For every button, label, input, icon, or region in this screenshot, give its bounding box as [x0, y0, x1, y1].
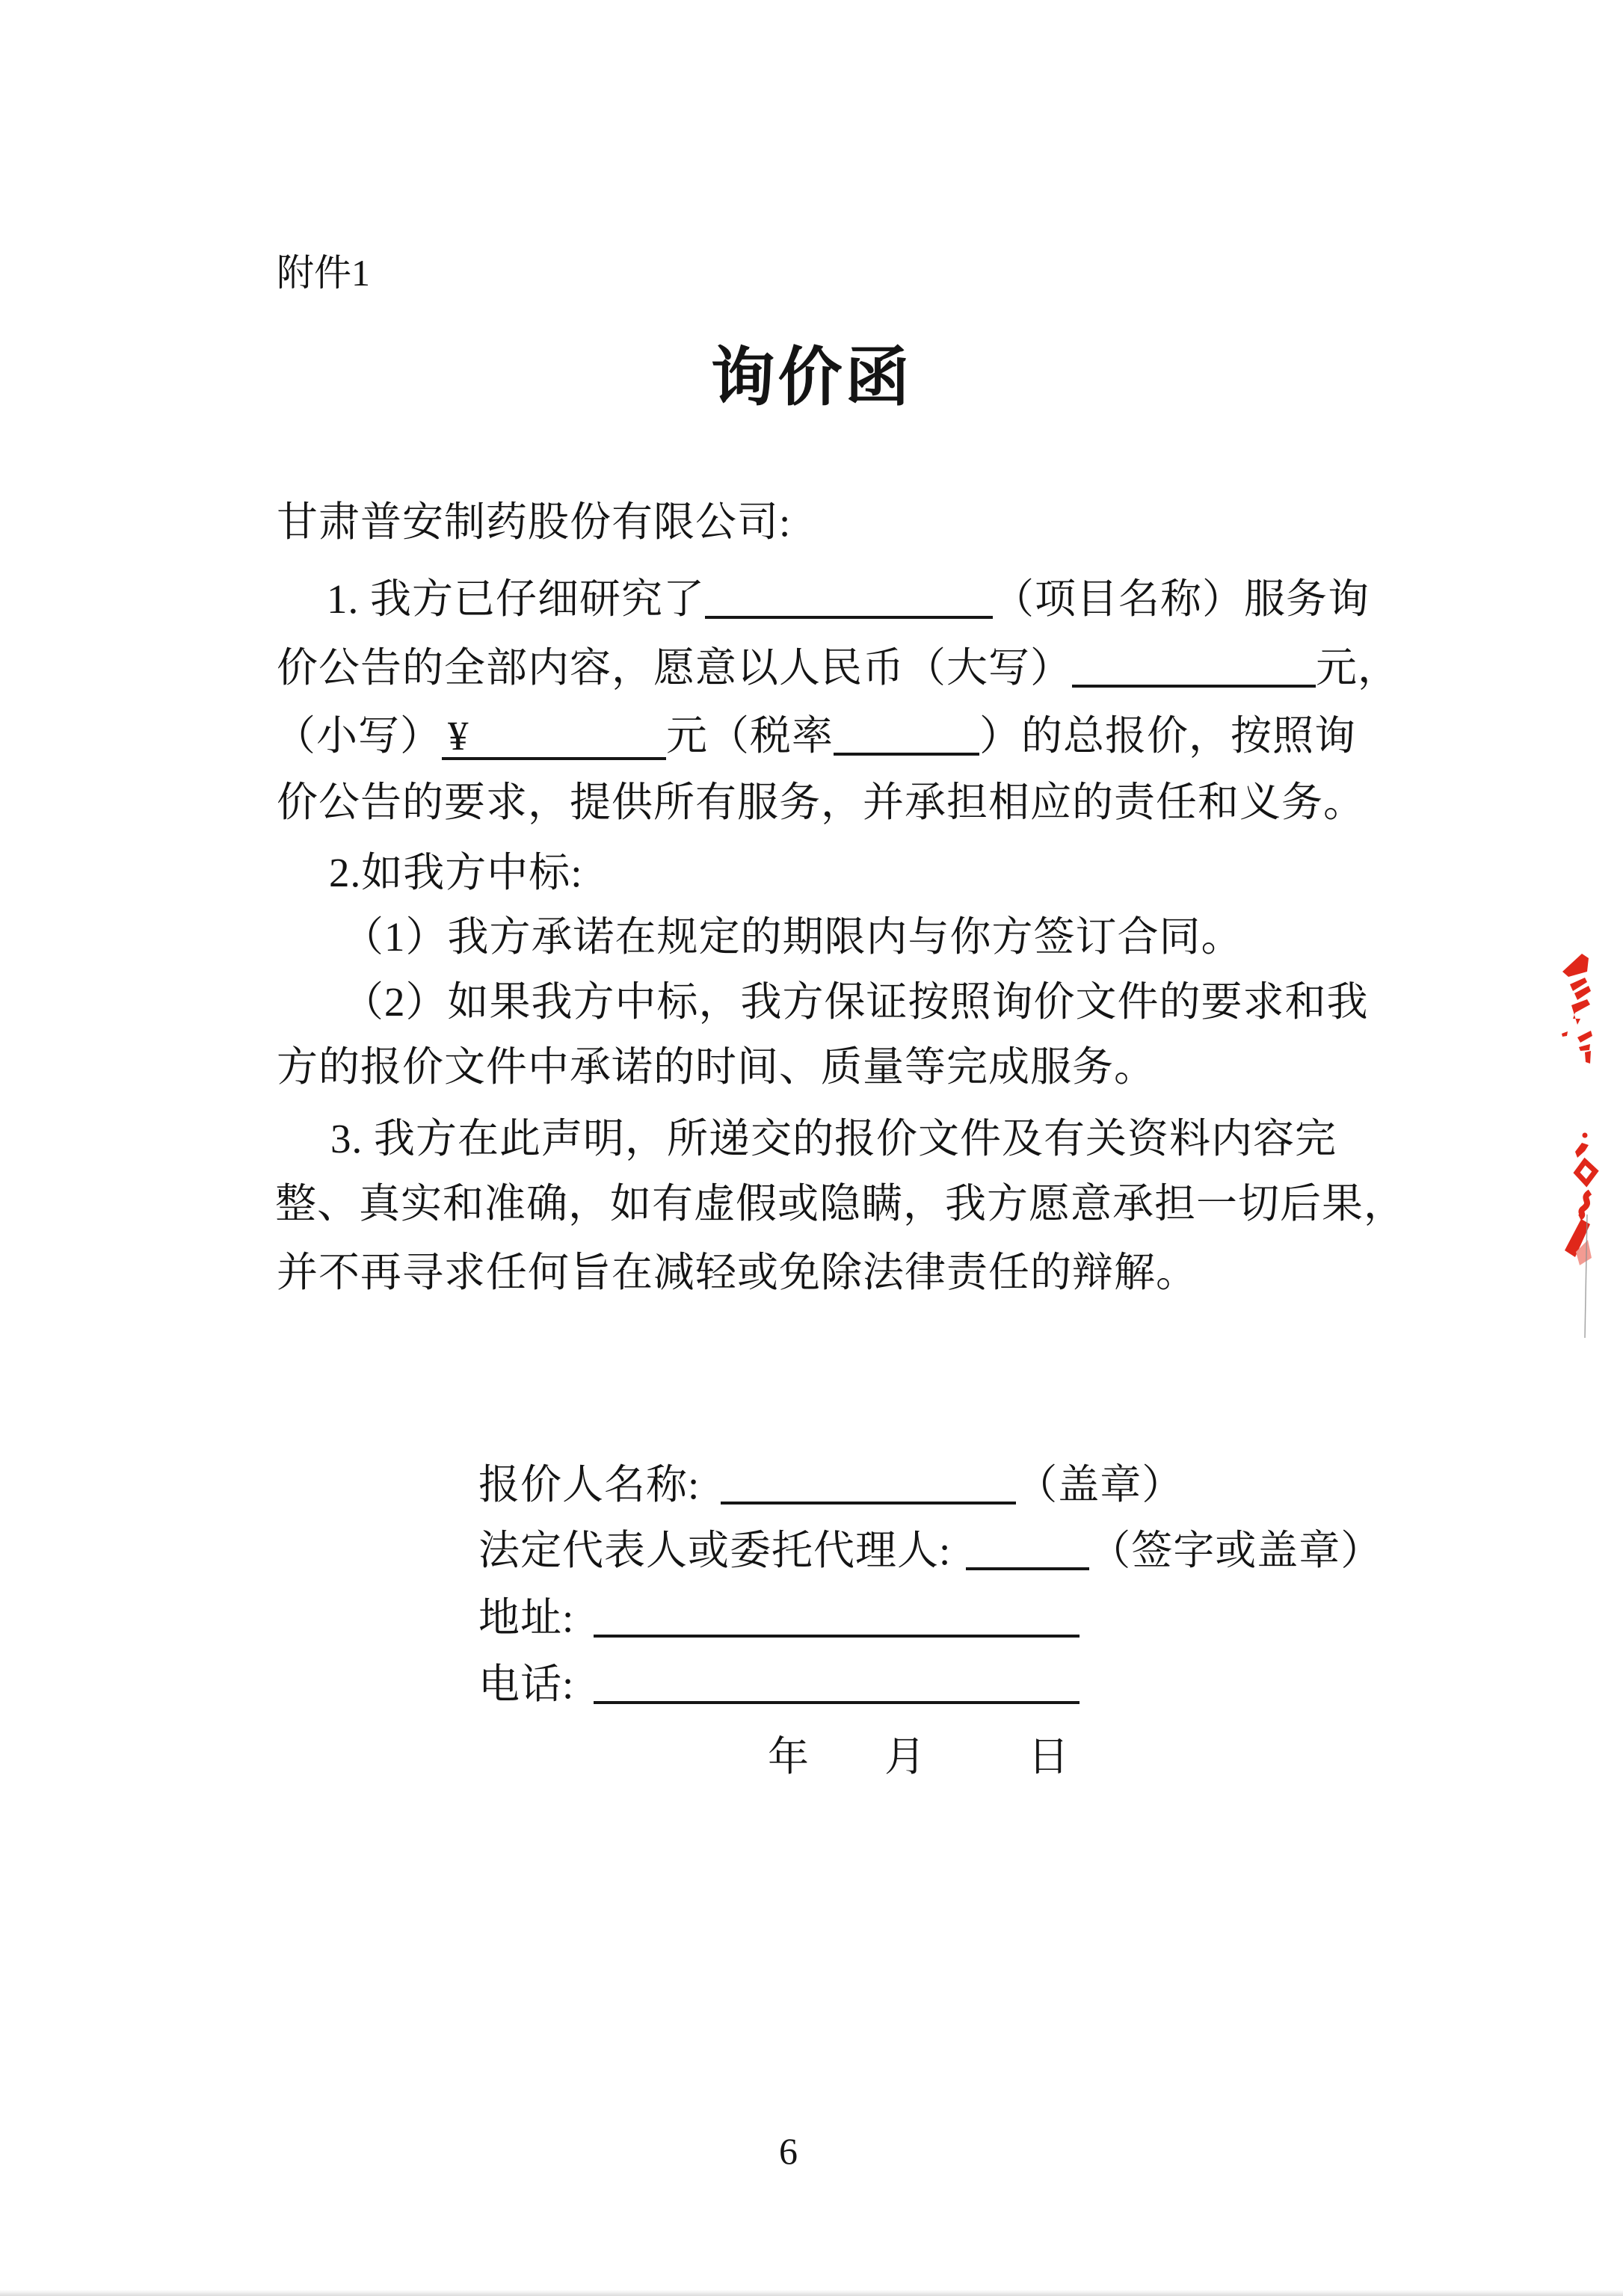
- paragraph1-line1-text: 1. 我方已仔细研究了: [327, 576, 706, 622]
- red-stamp-fragment: [1555, 938, 1623, 1386]
- paragraph1-line2: [277, 641, 1399, 691]
- date-year-label: 年: [768, 1734, 810, 1780]
- scan-edge-shadow: [0, 2290, 1623, 2296]
- signature-bidder-row: [478, 1457, 1183, 1508]
- attachment-label: 附件1: [277, 252, 370, 294]
- project-name-blank: [705, 578, 993, 619]
- salutation: 甘肃普安制药股份有限公司:: [277, 499, 792, 545]
- paragraph1-line3: [274, 709, 1356, 759]
- paragraph2-item2-line2: 方的报价文件中承诺的时间、质量等完成服务。: [277, 1044, 1157, 1090]
- representative-blank: [966, 1529, 1089, 1570]
- signature-phone-row: [478, 1657, 1080, 1708]
- paragraph3-line1: 3. 我方在此声明，所递交的报价文件及有关资料内容完: [330, 1116, 1337, 1161]
- date-month-label: 月: [884, 1734, 927, 1780]
- amount-in-words-blank: [1072, 646, 1316, 688]
- bidder-seal-note: （盖章）: [1016, 1462, 1184, 1507]
- page-number: 6: [779, 2130, 798, 2172]
- red-stamp-fragment-bottom: [1565, 1133, 1595, 1339]
- paragraph1-line2-suffix: 元，: [1316, 645, 1400, 691]
- document-title: 询价函: [710, 342, 913, 413]
- signature-representative-row: [478, 1523, 1382, 1574]
- paragraph1-line3-suffix: ）的总报价，按照询: [979, 713, 1357, 759]
- paragraph3-line2: 整、真实和准确，如有虚假或隐瞒，我方愿意承担一切后果，: [275, 1181, 1406, 1226]
- tax-rate-blank: [834, 715, 979, 756]
- representative-label: 法定代表人或委托代理人:: [478, 1528, 952, 1573]
- paragraph1-line3-mid: 元（税率: [666, 713, 834, 759]
- currency-symbol: ¥: [448, 713, 469, 759]
- paragraph1-line1-suffix: （项目名称）服务询: [993, 576, 1370, 622]
- paragraph1-line3-text: （小写）: [274, 713, 443, 759]
- address-label: 地址:: [478, 1595, 575, 1641]
- bidder-name-blank: [721, 1463, 1016, 1505]
- date-day-label: 日: [1028, 1734, 1071, 1780]
- bidder-name-label: 报价人名称:: [478, 1462, 700, 1507]
- phone-label: 电话:: [478, 1661, 575, 1707]
- address-blank: [594, 1596, 1080, 1638]
- paragraph2-item2-line1: （2）如果我方中标，我方保证按照询价文件的要求和我: [342, 979, 1369, 1025]
- representative-seal-note: （签字或盖章）: [1089, 1528, 1383, 1573]
- paragraph3-line3: 并不再寻求任何旨在减轻或免除法律责任的辩解。: [277, 1250, 1198, 1295]
- paragraph1-line4: 价公告的要求，提供所有服务，并承担相应的责任和义务。: [277, 780, 1366, 825]
- paragraph1-line1: [327, 572, 1370, 623]
- paragraph2-item1: （1）我方承诺在规定的期限内与你方签订合同。: [342, 914, 1243, 960]
- paragraph1-line2-text: 价公告的全部内容，愿意以人民币（大写）: [277, 645, 1073, 691]
- red-stamp-fragment-top: [1562, 954, 1592, 1064]
- amount-in-figures-blank: [442, 713, 666, 760]
- signature-address-row: [478, 1590, 1080, 1641]
- paragraph2-heading: 2.如我方中标:: [329, 850, 583, 895]
- phone-blank: [594, 1663, 1080, 1704]
- date-line: [768, 1734, 1070, 1780]
